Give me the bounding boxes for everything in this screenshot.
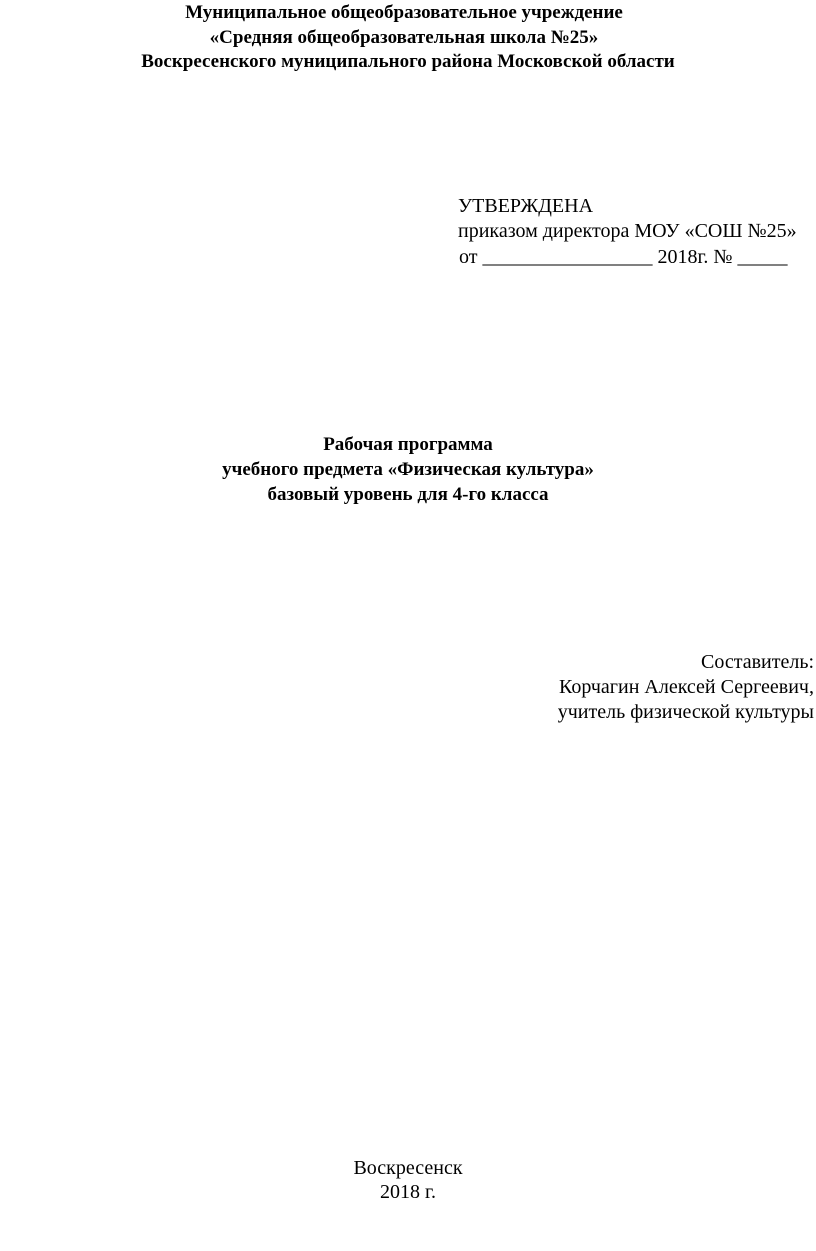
approval-order: приказом директора МОУ «СОШ №25» xyxy=(458,220,797,242)
approval-date-number: от _________________ 2018г. № _____ xyxy=(459,246,788,268)
district-name: Воскресенского муниципального района Московской области xyxy=(141,51,675,72)
approval-status: УТВЕРЖДЕНА xyxy=(458,195,594,217)
footer-year: 2018 г. xyxy=(380,1181,436,1203)
compiler-name: Корчагин Алексей Сергеевич, xyxy=(559,676,814,698)
institution-type: Муниципальное общеобразовательное учреждение xyxy=(185,2,623,23)
title-level: базовый уровень для 4-го класса xyxy=(267,484,549,505)
footer-city: Воскресенск xyxy=(353,1157,463,1179)
compiler-label: Составитель: xyxy=(701,651,814,673)
title-subject: учебного предмета «Физическая культура» xyxy=(222,459,594,480)
title-program: Рабочая программа xyxy=(323,434,493,455)
school-name: «Средняя общеобразовательная школа №25» xyxy=(209,27,599,48)
compiler-position: учитель физической культуры xyxy=(557,701,814,723)
